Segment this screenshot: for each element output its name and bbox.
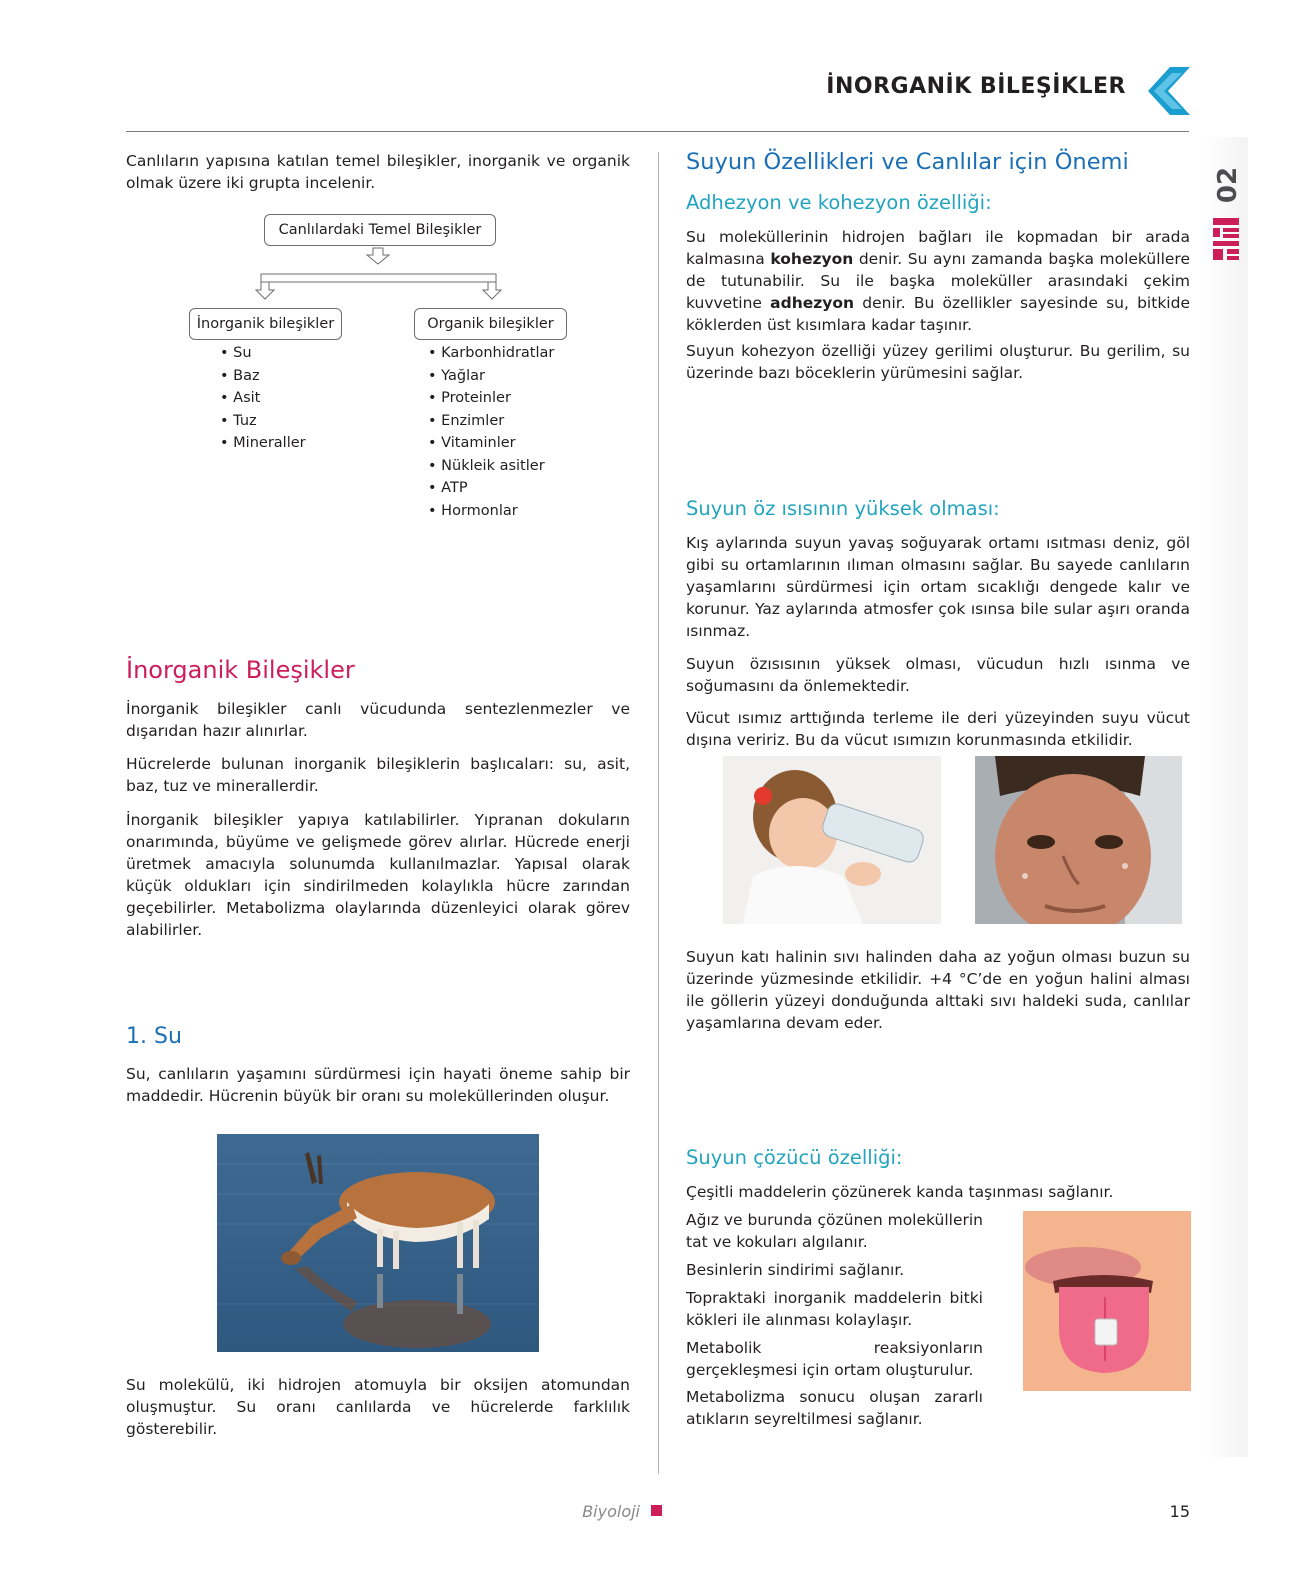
unit-label <box>1204 150 1246 260</box>
column-divider <box>658 152 659 1474</box>
ice-paragraph: Suyun katı halinin sıvı halinden daha az yoğun olması buzun su üzerinde yüzmesinde etkilidir. +4 °C’de en yoğun halini alması ile göllerin yüzeyi donduğunda alttaki sıvı haldeki suda, canlılar yaşamlarına devam eder. <box>686 948 1190 1032</box>
text-run: denir. Bu özellikler sayesinde su, bitkide köklerden üst kısımlara kadar taşınır. <box>686 294 1190 334</box>
term-kohezyon: kohezyon <box>770 250 854 268</box>
chevron-left-icon <box>1148 67 1192 115</box>
list-item: • Nükleik asitler <box>428 455 628 478</box>
inorganic-list <box>220 342 380 455</box>
list-item: • Proteinler <box>428 387 628 410</box>
adhesion-heading: Adhezyon ve kohezyon özelliği: <box>686 191 992 214</box>
heat-capacity-heading: Suyun öz ısısının yüksek olması: <box>686 497 1000 520</box>
list-item: • Enzimler <box>428 410 628 433</box>
girl-drinking-image <box>723 756 941 924</box>
unite-word-graphic <box>1213 218 1239 260</box>
list-item: • Vitaminler <box>428 432 628 455</box>
list-item: • Karbonhidratlar <box>428 342 628 365</box>
solvent-paragraph-3: Besinlerin sindirimi sağlanır. <box>686 1261 905 1279</box>
su-paragraph-1: Su, canlıların yaşamını sürdürmesi için hayati öneme sahip bir maddedir. Hücrenin büyük bir oranı su moleküllerinden oluşur. <box>126 1065 630 1105</box>
inorganic-heading: İnorganik Bileşikler <box>126 656 355 684</box>
page-number: 15 <box>1169 1502 1190 1521</box>
solvent-paragraph-5: Metabolik reaksiyonların gerçekleşmesi için ortam oluşturulur. <box>686 1339 983 1379</box>
diagram-inorganic-box: İnorganik bileşikler <box>189 308 342 340</box>
inorganic-paragraph-3: İnorganik bileşikler yapıya katılabilirler. Yıpranan dokuların onarımında, büyüme ve gelişmede görev alırlar. Hücrede enerji üretmek amacıyla solunumda kullanılmazlar. Yapısal olarak küçük oldukları için sindirilmeden kolaylıkla hücre zarından geçebilirler. Metabolizma olaylarında düzenleyici olarak görev alabilirler. <box>126 811 630 939</box>
footer-subject: Biyoloji <box>582 1502 640 1521</box>
intro-paragraph: Canlıların yapısına katılan temel bileşikler, inorganik ve organik olmak üzere iki grupta incelenir. <box>126 152 630 192</box>
inorganic-paragraph-1: İnorganik bileşikler canlı vücudunda sentezlenmezler ve dışarıdan hazır alınırlar. <box>126 700 630 740</box>
gazelle-drinking-image <box>217 1134 539 1352</box>
inorganic-paragraph-2: Hücrelerde bulunan inorganik bileşiklerin başlıcaları: su, asit, baz, tuz ve minerallerdir. <box>126 755 630 795</box>
list-item: • Mineraller <box>220 432 380 455</box>
organic-list <box>428 342 628 522</box>
text-run: Su moleküllerinin hidrojen bağları ile kopmadan bir arada kalmasına <box>686 228 1190 268</box>
su-heading: 1. Su <box>126 1024 182 1049</box>
solvent-paragraph-6: Metabolizma sonucu oluşan zararlı atıkların seyreltilmesi sağlanır. <box>686 1388 983 1428</box>
adhesion-paragraph-2: Suyun kohezyon özelliği yüzey gerilimi oluşturur. Bu gerilim, su üzerinde bazı böceklerin yürümesini sağlar. <box>686 342 1190 382</box>
adhesion-paragraph-1 <box>686 226 1190 336</box>
list-item: • Su <box>220 342 380 365</box>
heat-capacity-paragraph-2: Suyun özısısının yüksek olması, vücudun hızlı ısınma ve soğumasını da önlemektedir. <box>686 655 1190 695</box>
footer-square-icon <box>651 1505 662 1516</box>
list-item: • Tuz <box>220 410 380 433</box>
list-item: • Yağlar <box>428 365 628 388</box>
list-item: • Hormonlar <box>428 500 628 523</box>
diagram-connectors <box>255 246 505 304</box>
list-item: • ATP <box>428 477 628 500</box>
properties-heading: Suyun Özellikleri ve Canlılar için Önemi <box>686 149 1129 175</box>
solvent-paragraph-1: Çeşitli maddelerin çözünerek kanda taşınması sağlanır. <box>686 1183 1114 1201</box>
heat-capacity-paragraph-1: Kış aylarında suyun yavaş soğuyarak ortamı ısıtması deniz, göl gibi su ortamlarının ılıman olmasını sağlar. Bu sayede canlıların yaşamlarını sürdürmesi için ortam sıcaklığı dengede kalır ve korunur. Yaz aylarında atmosfer çok ısınsa bile sular aşırı oranda ısınmaz. <box>686 534 1190 640</box>
boy-sweating-image <box>975 756 1182 924</box>
text-run: denir. Su aynı zamanda başka moleküllere de tutunabilir. Su ile başka moleküller arasındaki çekim kuvvetine <box>686 250 1190 312</box>
list-item: • Baz <box>220 365 380 388</box>
diagram-root-box: Canlılardaki Temel Bileşikler <box>264 214 496 246</box>
header-rule <box>126 131 1189 132</box>
unit-number: 02 <box>1213 166 1243 204</box>
diagram-organic-box: Organik bileşikler <box>414 308 567 340</box>
su-paragraph-2: Su molekülü, iki hidrojen atomuyla bir oksijen atomundan oluşmuştur. Su oranı canlılarda ve hücrelerde farklılık gösterebilir. <box>126 1376 630 1438</box>
page-section-title: İNORGANİK BİLEŞİKLER <box>826 74 1126 99</box>
term-adhezyon: adhezyon <box>770 294 855 312</box>
side-strip <box>1203 137 1248 1457</box>
solvent-heading: Suyun çözücü özelliği: <box>686 1146 903 1169</box>
list-item: • Asit <box>220 387 380 410</box>
tongue-tablet-image <box>1023 1211 1191 1391</box>
solvent-paragraph-4: Topraktaki inorganik maddelerin bitki kökleri ile alınması kolaylaşır. <box>686 1289 983 1329</box>
heat-capacity-paragraph-3: Vücut ısımız arttığında terleme ile deri yüzeyinden suyu vücut dışına veririz. Bu da vücut ısımızın korunmasında etkilidir. <box>686 709 1190 749</box>
solvent-paragraph-2: Ağız ve burunda çözünen moleküllerin tat ve kokuları algılanır. <box>686 1211 983 1251</box>
